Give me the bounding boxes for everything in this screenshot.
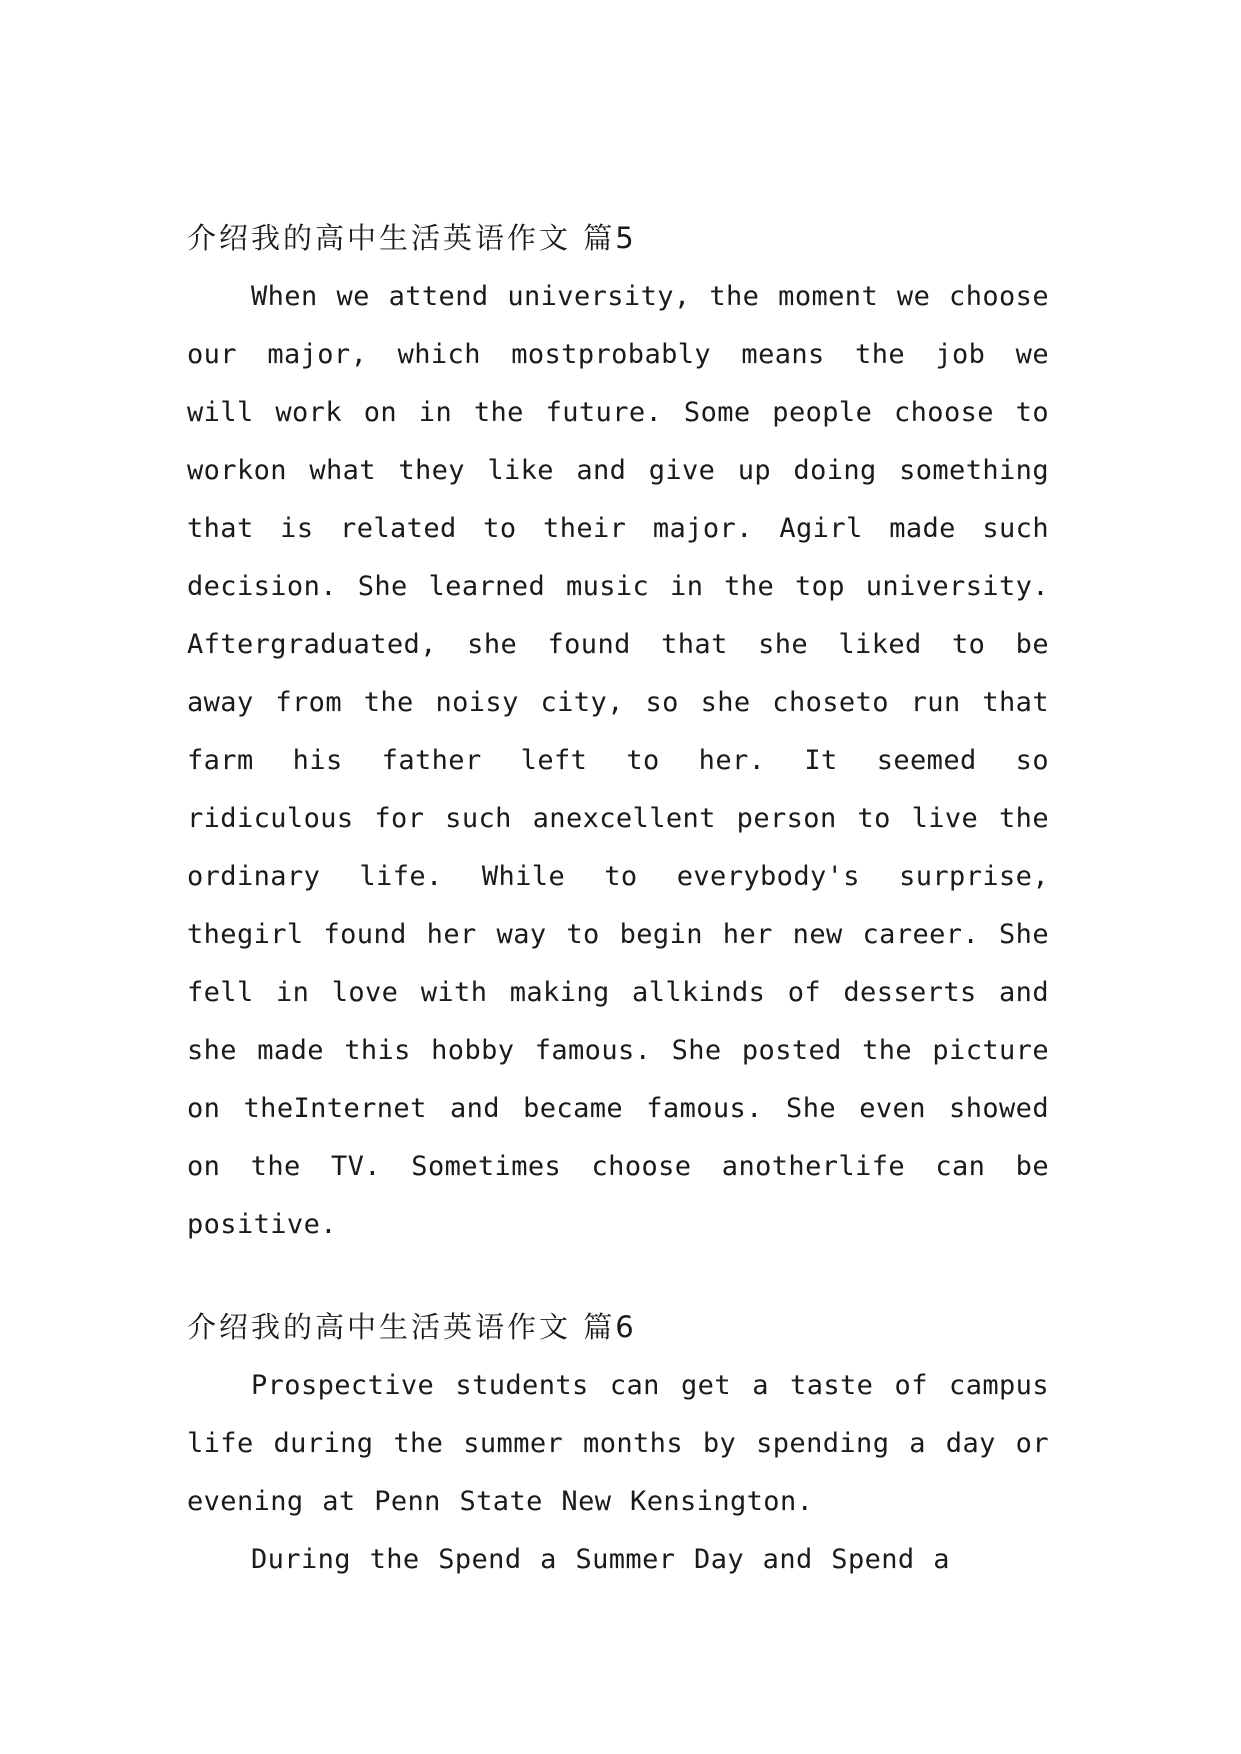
section-heading: 介绍我的高中生活英语作文 篇6 bbox=[187, 1310, 637, 1344]
body-paragraph: During the Spend a Summer Day and Spend a bbox=[251, 1544, 950, 1575]
essay-section-6 bbox=[187, 1299, 1049, 1589]
body-paragraph: Prospective students can get a taste of campus life during the summer months by spending a day or evening at Penn State New Kensington. bbox=[187, 1370, 1049, 1517]
body-paragraph: When we attend university, the moment we choose our major, which mostprobably means the job we will work on in the future. Some people choose to workon what they like and give up doing something that is related to their major. Agirl made such decision. She learned music in the top university. Aftergraduated, she found that she liked to be away from the noisy city, so she choseto run that farm his father left to her. It seemed so ridiculous for such anexcellent person to live the ordinary life. While to everybody's surprise, thegirl found her way to begin her new career. She fell in love with making allkinds of desserts and she made this hobby famous. She posted the picture on theInternet and became famous. She even showed on the TV. Sometimes choose anotherlife can be positive. bbox=[187, 281, 1049, 1240]
essay-section-5 bbox=[187, 210, 1049, 1254]
document-body bbox=[187, 210, 1049, 1589]
section-heading: 介绍我的高中生活英语作文 篇5 bbox=[187, 221, 637, 255]
